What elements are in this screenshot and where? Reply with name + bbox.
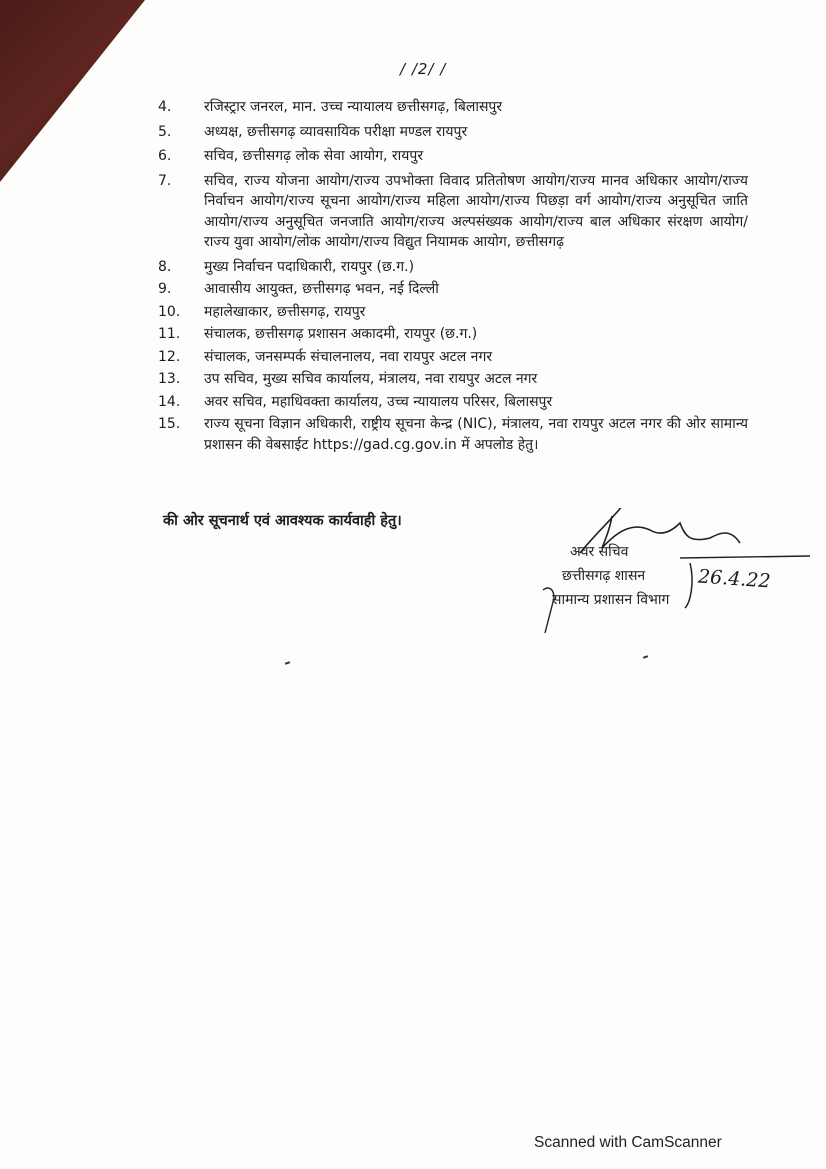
page-number: / /2/ / [400, 60, 447, 78]
item-number: 15. [158, 416, 181, 432]
item-text: आवासीय आयुक्त, छत्तीसगढ़ भवन, नई दिल्ली [204, 281, 439, 297]
signatory-government: छत्तीसगढ़ शासन [562, 568, 646, 584]
signature-date: 26.4.22 [697, 565, 772, 593]
item-text: अध्यक्ष, छत्तीसगढ़ व्यावसायिक परीक्षा मण्डल रायपुर [204, 123, 468, 140]
list-item [158, 97, 748, 118]
item-text: संचालक, छत्तीसगढ़ प्रशासन अकादमी, रायपुर (छ.ग.) [204, 326, 478, 342]
list-item [158, 122, 748, 143]
scanner-watermark: Scanned with CamScanner [534, 1134, 722, 1151]
closing-note: की ओर सूचनार्थ एवं आवश्यक कार्यवाही हेतु। [163, 513, 402, 529]
item-text: उप सचिव, मुख्य सचिव कार्यालय, मंत्रालय, नवा रायपुर अटल नगर [204, 371, 538, 387]
list-item [158, 324, 748, 345]
signature-block [540, 508, 810, 638]
list-item [158, 146, 748, 167]
item-text: रजिस्ट्रार जनरल, मान. उच्च न्यायालय छत्तीसगढ़, बिलासपुर [204, 99, 503, 115]
recipient-list [158, 97, 748, 455]
scan-speck [643, 655, 648, 659]
item-number: 8. [158, 258, 172, 275]
item-number: 13. [158, 371, 181, 387]
item-number: 14. [158, 393, 181, 410]
item-text: संचालक, जनसम्पर्क संचालनालय, नवा रायपुर अटल नगर [204, 348, 493, 365]
signatory-department: सामान्य प्रशासन विभाग [552, 592, 670, 608]
item-number: 7. [158, 172, 172, 189]
list-item [158, 347, 748, 368]
item-number: 11. [158, 326, 181, 342]
item-text: राज्य सूचना विज्ञान अधिकारी, राष्ट्रीय सूचना केन्द्र (NIC), मंत्रालय, नवा रायपुर अटल नगर की ओर सामान्य प्रशासन की वेबसाईट https://gad.cg.gov.in में अपलोड हेतु। [204, 416, 748, 453]
item-text: अवर सचिव, महाधिवक्ता कार्यालय, उच्च न्यायालय परिसर, बिलासपुर [204, 393, 553, 410]
list-item [158, 279, 748, 300]
item-number: 12. [158, 348, 181, 365]
list-item [158, 392, 748, 413]
item-number: 6. [158, 148, 172, 164]
item-number: 9. [158, 281, 172, 297]
list-item [158, 302, 748, 323]
list-item [158, 257, 748, 278]
item-text: सचिव, राज्य योजना आयोग/राज्य उपभोक्ता विवाद प्रतितोषण आयोग/राज्य मानव अधिकार आयोग/राज्य निर्वाचन आयोग/राज्य सूचना आयोग/राज्य महिला आयोग/राज्य पिछड़ा वर्ग आयोग/राज्य अनुसूचित जाति आयोग/राज्य अनुसूचित जनजाति आयोग/राज्य अल्पसंख्यक आयोग/राज्य बाल अधिकार संरक्षण आयोग/राज्य युवा आयोग/लोक आयोग/राज्य विद्युत नियामक आयोग, छत्तीसगढ़ [204, 172, 748, 250]
item-text: मुख्य निर्वाचन पदाधिकारी, रायपुर (छ.ग.) [204, 258, 415, 275]
item-number: 10. [158, 303, 181, 320]
list-item [158, 369, 748, 390]
signatory-designation: अवर सचिव [570, 544, 629, 560]
item-text: सचिव, छत्तीसगढ़ लोक सेवा आयोग, रायपुर [204, 148, 424, 164]
item-number: 5. [158, 123, 172, 140]
scan-corner-shadow [0, 0, 145, 182]
item-number: 4. [158, 99, 172, 115]
scan-speck [285, 661, 290, 665]
list-item [158, 171, 748, 253]
list-item [158, 414, 748, 455]
item-text: महालेखाकार, छत्तीसगढ़, रायपुर [204, 303, 366, 320]
